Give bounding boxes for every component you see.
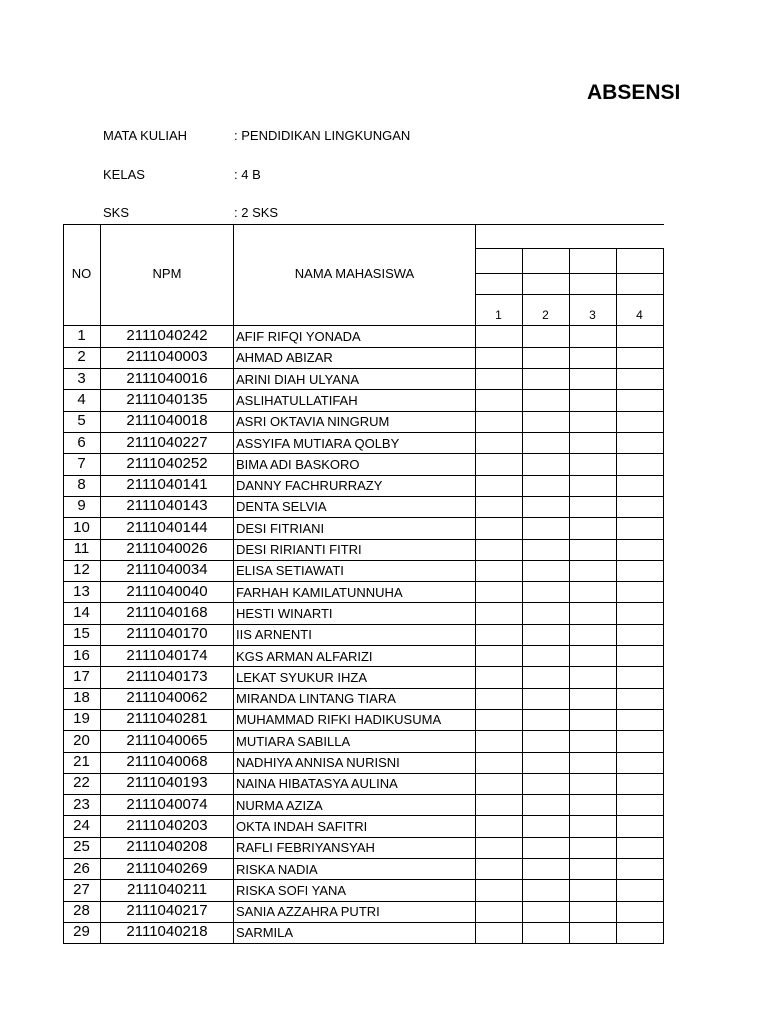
attendance-cell[interactable] bbox=[475, 815, 522, 836]
info-label-class: KELAS bbox=[103, 167, 145, 182]
attendance-cell[interactable] bbox=[475, 922, 522, 943]
attendance-cell[interactable] bbox=[475, 475, 522, 496]
attendance-cell[interactable] bbox=[475, 688, 522, 709]
row-number: 10 bbox=[73, 518, 90, 536]
attendance-cell[interactable] bbox=[616, 475, 663, 496]
row-number: 29 bbox=[73, 923, 90, 941]
row-number: 11 bbox=[73, 540, 90, 557]
student-name: SANIA AZZAHRA PUTRI bbox=[236, 904, 380, 920]
student-npm: 2111040252 bbox=[126, 454, 208, 472]
meeting-header-4: 4 bbox=[636, 308, 643, 322]
info-value-class: : 4 B bbox=[234, 167, 261, 182]
attendance-cell[interactable] bbox=[616, 901, 663, 922]
attendance-cell[interactable] bbox=[522, 581, 569, 602]
info-label-course: MATA KULIAH bbox=[103, 128, 188, 143]
attendance-cell[interactable] bbox=[522, 602, 569, 623]
row-number: 8 bbox=[77, 476, 86, 494]
attendance-cell[interactable] bbox=[475, 347, 522, 368]
student-name: AHMAD ABIZAR bbox=[236, 350, 333, 366]
student-npm: 2111040016 bbox=[126, 369, 208, 387]
attendance-cell[interactable] bbox=[522, 709, 569, 730]
attendance-cell[interactable] bbox=[475, 453, 522, 474]
attendance-cell[interactable] bbox=[569, 368, 616, 389]
attendance-cell[interactable] bbox=[475, 326, 522, 347]
student-name: ASRI OKTAVIA NINGRUM bbox=[236, 414, 390, 430]
row-number: 14 bbox=[73, 603, 90, 621]
attendance-cell[interactable] bbox=[616, 539, 663, 560]
student-name: RAFLI FEBRIYANSYAH bbox=[236, 840, 375, 856]
meeting-header-3: 3 bbox=[589, 308, 596, 322]
attendance-cell[interactable] bbox=[522, 432, 569, 453]
attendance-cell[interactable] bbox=[616, 730, 663, 751]
attendance-cell[interactable] bbox=[569, 773, 616, 794]
attendance-cell[interactable] bbox=[616, 922, 663, 943]
student-name: ASLIHATULLATIFAH bbox=[236, 392, 358, 408]
attendance-cell[interactable] bbox=[522, 517, 569, 538]
student-name: BIMA ADI BASKORO bbox=[236, 456, 360, 472]
student-npm: 2111040026 bbox=[126, 540, 208, 557]
attendance-cell[interactable] bbox=[569, 432, 616, 453]
attendance-cell[interactable] bbox=[616, 666, 663, 687]
attendance-cell[interactable] bbox=[569, 453, 616, 474]
attendance-cell[interactable] bbox=[522, 773, 569, 794]
row-number: 26 bbox=[73, 859, 90, 877]
attendance-cell[interactable] bbox=[475, 517, 522, 538]
attendance-cell[interactable] bbox=[569, 688, 616, 709]
row-number: 5 bbox=[77, 412, 86, 430]
attendance-cell[interactable] bbox=[616, 326, 663, 347]
attendance-cell[interactable] bbox=[522, 922, 569, 943]
attendance-cell[interactable] bbox=[475, 432, 522, 453]
row-number: 25 bbox=[73, 838, 90, 856]
row-number: 4 bbox=[77, 390, 86, 408]
row-number: 12 bbox=[73, 561, 90, 579]
attendance-cell[interactable] bbox=[522, 794, 569, 815]
attendance-cell[interactable] bbox=[569, 879, 616, 900]
attendance-cell[interactable] bbox=[616, 432, 663, 453]
attendance-cell[interactable] bbox=[475, 858, 522, 879]
attendance-cell[interactable] bbox=[569, 517, 616, 538]
attendance-cell[interactable] bbox=[475, 411, 522, 432]
row-number: 2 bbox=[77, 348, 86, 366]
student-npm: 2111040135 bbox=[126, 390, 208, 408]
student-npm: 2111040170 bbox=[126, 625, 208, 643]
attendance-cell[interactable] bbox=[522, 326, 569, 347]
student-name: NURMA AZIZA bbox=[236, 797, 323, 813]
meeting-header-2: 2 bbox=[542, 308, 549, 322]
student-name: ASSYIFA MUTIARA QOLBY bbox=[236, 435, 400, 451]
row-number: 21 bbox=[73, 753, 90, 770]
row-number: 19 bbox=[73, 710, 90, 728]
attendance-cell[interactable] bbox=[475, 709, 522, 730]
attendance-cell[interactable] bbox=[616, 581, 663, 602]
row-number: 22 bbox=[73, 774, 90, 792]
student-name: DESI RIRIANTI FITRI bbox=[236, 542, 362, 557]
attendance-cell[interactable] bbox=[475, 901, 522, 922]
attendance-cell[interactable] bbox=[475, 773, 522, 794]
student-npm: 2111040217 bbox=[126, 902, 208, 920]
student-name: ELISA SETIAWATI bbox=[236, 563, 344, 579]
attendance-cell[interactable] bbox=[569, 496, 616, 517]
attendance-cell[interactable] bbox=[616, 411, 663, 432]
attendance-cell[interactable] bbox=[616, 517, 663, 538]
attendance-cell[interactable] bbox=[522, 858, 569, 879]
attendance-cell[interactable] bbox=[616, 773, 663, 794]
attendance-cell[interactable] bbox=[569, 752, 616, 773]
attendance-cell[interactable] bbox=[616, 389, 663, 410]
row-number: 24 bbox=[73, 816, 90, 834]
student-npm: 2111040018 bbox=[126, 412, 208, 430]
attendance-cell[interactable] bbox=[569, 581, 616, 602]
attendance-cell[interactable] bbox=[616, 815, 663, 836]
page-title: ABSENSI bbox=[587, 81, 681, 104]
attendance-cell[interactable] bbox=[616, 794, 663, 815]
student-npm: 2111040203 bbox=[126, 816, 208, 834]
attendance-cell[interactable] bbox=[475, 560, 522, 581]
attendance-cell[interactable] bbox=[569, 645, 616, 666]
row-number: 20 bbox=[73, 731, 90, 749]
attendance-cell[interactable] bbox=[569, 602, 616, 623]
student-npm: 2111040193 bbox=[126, 774, 208, 792]
attendance-cell[interactable] bbox=[475, 624, 522, 645]
attendance-cell[interactable] bbox=[522, 752, 569, 773]
student-name: HESTI WINARTI bbox=[236, 605, 333, 621]
attendance-cell[interactable] bbox=[475, 794, 522, 815]
attendance-cell[interactable] bbox=[569, 730, 616, 751]
attendance-cell[interactable] bbox=[569, 901, 616, 922]
row-number: 28 bbox=[73, 902, 90, 920]
student-npm: 2111040208 bbox=[126, 838, 208, 856]
attendance-cell[interactable] bbox=[616, 453, 663, 474]
meeting-header-1: 1 bbox=[495, 308, 502, 322]
student-npm: 2111040227 bbox=[126, 433, 208, 451]
student-name: DESI FITRIANI bbox=[236, 520, 325, 536]
student-npm: 2111040003 bbox=[126, 348, 208, 366]
student-name: ARINI DIAH ULYANA bbox=[236, 371, 360, 387]
attendance-cell[interactable] bbox=[616, 496, 663, 517]
attendance-cell[interactable] bbox=[475, 581, 522, 602]
attendance-cell[interactable] bbox=[475, 645, 522, 666]
attendance-cell[interactable] bbox=[569, 624, 616, 645]
attendance-cell[interactable] bbox=[616, 624, 663, 645]
attendance-cell[interactable] bbox=[522, 901, 569, 922]
student-name: NAINA HIBATASYA AULINA bbox=[236, 776, 398, 792]
student-name: OKTA INDAH SAFITRI bbox=[236, 818, 368, 834]
student-npm: 2111040174 bbox=[126, 646, 208, 664]
attendance-cell[interactable] bbox=[522, 688, 569, 709]
attendance-cell[interactable] bbox=[569, 389, 616, 410]
attendance-cell[interactable] bbox=[522, 879, 569, 900]
student-name: IIS ARNENTI bbox=[236, 627, 312, 643]
attendance-cell[interactable] bbox=[616, 688, 663, 709]
student-name: SARMILA bbox=[236, 925, 294, 941]
student-name: MUHAMMAD RIFKI HADIKUSUMA bbox=[236, 712, 442, 728]
attendance-cell[interactable] bbox=[616, 560, 663, 581]
student-name: NADHIYA ANNISA NURISNI bbox=[236, 755, 400, 770]
header-no: NO bbox=[71, 266, 92, 281]
row-number: 6 bbox=[77, 433, 86, 451]
student-name: LEKAT SYUKUR IHZA bbox=[236, 669, 367, 685]
row-number: 17 bbox=[73, 667, 90, 685]
attendance-cell[interactable] bbox=[522, 560, 569, 581]
attendance-cell[interactable] bbox=[522, 539, 569, 560]
attendance-cell[interactable] bbox=[569, 837, 616, 858]
header-name: NAMA MAHASISWA bbox=[294, 266, 415, 281]
row-number: 18 bbox=[73, 689, 90, 707]
attendance-cell[interactable] bbox=[522, 645, 569, 666]
student-npm: 2111040040 bbox=[126, 582, 208, 600]
row-number: 15 bbox=[73, 625, 90, 643]
row-number: 16 bbox=[73, 646, 90, 664]
attendance-cell[interactable] bbox=[616, 347, 663, 368]
attendance-cell[interactable] bbox=[569, 794, 616, 815]
attendance-cell[interactable] bbox=[616, 858, 663, 879]
attendance-cell[interactable] bbox=[475, 752, 522, 773]
student-npm: 2111040143 bbox=[126, 497, 208, 515]
attendance-cell[interactable] bbox=[475, 368, 522, 389]
attendance-cell[interactable] bbox=[522, 496, 569, 517]
student-name: FARHAH KAMILATUNNUHA bbox=[236, 584, 403, 600]
student-name: DENTA SELVIA bbox=[236, 499, 327, 515]
student-name: KGS ARMAN ALFARIZI bbox=[236, 648, 373, 664]
attendance-cell[interactable] bbox=[522, 730, 569, 751]
student-name: MUTIARA SABILLA bbox=[236, 733, 351, 749]
student-npm: 2111040074 bbox=[126, 795, 208, 813]
attendance-cell[interactable] bbox=[616, 837, 663, 858]
student-npm: 2111040242 bbox=[126, 327, 208, 344]
attendance-cell[interactable] bbox=[616, 645, 663, 666]
attendance-cell[interactable] bbox=[569, 858, 616, 879]
student-npm: 2111040211 bbox=[126, 880, 208, 898]
student-npm: 2111040068 bbox=[126, 753, 208, 770]
row-number: 9 bbox=[77, 497, 86, 515]
attendance-cell[interactable] bbox=[522, 666, 569, 687]
student-npm: 2111040141 bbox=[126, 476, 208, 494]
student-npm: 2111040269 bbox=[126, 859, 208, 877]
info-value-sks: : 2 SKS bbox=[234, 205, 279, 220]
attendance-cell[interactable] bbox=[522, 368, 569, 389]
attendance-cell[interactable] bbox=[569, 922, 616, 943]
attendance-cell[interactable] bbox=[522, 815, 569, 836]
attendance-cell[interactable] bbox=[475, 666, 522, 687]
attendance-cell[interactable] bbox=[569, 326, 616, 347]
attendance-cell[interactable] bbox=[475, 496, 522, 517]
attendance-cell[interactable] bbox=[475, 730, 522, 751]
student-name: MIRANDA LINTANG TIARA bbox=[236, 691, 396, 707]
student-npm: 2111040173 bbox=[126, 667, 208, 685]
attendance-cell[interactable] bbox=[616, 752, 663, 773]
attendance-cell[interactable] bbox=[569, 475, 616, 496]
student-npm: 2111040218 bbox=[126, 923, 208, 941]
attendance-cell[interactable] bbox=[475, 389, 522, 410]
attendance-cell[interactable] bbox=[475, 837, 522, 858]
attendance-cell[interactable] bbox=[569, 666, 616, 687]
info-value-course: : PENDIDIKAN LINGKUNGAN bbox=[234, 128, 411, 143]
attendance-cell[interactable] bbox=[569, 411, 616, 432]
row-number: 27 bbox=[73, 880, 90, 898]
student-npm: 2111040034 bbox=[126, 561, 208, 579]
attendance-cell[interactable] bbox=[475, 879, 522, 900]
attendance-cell[interactable] bbox=[475, 602, 522, 623]
student-name: DANNY FACHRURRAZY bbox=[236, 478, 383, 494]
attendance-cell[interactable] bbox=[522, 347, 569, 368]
attendance-cell[interactable] bbox=[522, 389, 569, 410]
attendance-cell[interactable] bbox=[522, 453, 569, 474]
student-npm: 2111040281 bbox=[126, 710, 208, 728]
attendance-cell[interactable] bbox=[569, 347, 616, 368]
attendance-cell[interactable] bbox=[616, 602, 663, 623]
student-name: AFIF RIFQI YONADA bbox=[236, 329, 361, 344]
student-name: RISKA SOFI YANA bbox=[236, 882, 347, 898]
header-npm: NPM bbox=[152, 266, 182, 281]
attendance-cell[interactable] bbox=[616, 879, 663, 900]
attendance-cell[interactable] bbox=[616, 368, 663, 389]
row-number: 1 bbox=[77, 327, 86, 344]
row-number: 3 bbox=[77, 369, 86, 387]
student-npm: 2111040062 bbox=[126, 689, 208, 707]
attendance-cell[interactable] bbox=[522, 475, 569, 496]
info-label-sks: SKS bbox=[103, 205, 130, 220]
student-npm: 2111040168 bbox=[126, 603, 208, 621]
attendance-cell[interactable] bbox=[569, 815, 616, 836]
row-number: 7 bbox=[77, 454, 86, 472]
attendance-cell[interactable] bbox=[616, 709, 663, 730]
attendance-cell[interactable] bbox=[522, 624, 569, 645]
attendance-cell[interactable] bbox=[522, 411, 569, 432]
attendance-cell[interactable] bbox=[569, 539, 616, 560]
student-npm: 2111040065 bbox=[126, 731, 208, 749]
row-number: 23 bbox=[73, 795, 90, 813]
attendance-cell[interactable] bbox=[569, 709, 616, 730]
student-npm: 2111040144 bbox=[126, 518, 208, 536]
student-name: RISKA NADIA bbox=[236, 861, 318, 877]
row-number: 13 bbox=[73, 582, 90, 600]
attendance-cell[interactable] bbox=[522, 837, 569, 858]
attendance-cell[interactable] bbox=[569, 560, 616, 581]
attendance-cell[interactable] bbox=[475, 539, 522, 560]
